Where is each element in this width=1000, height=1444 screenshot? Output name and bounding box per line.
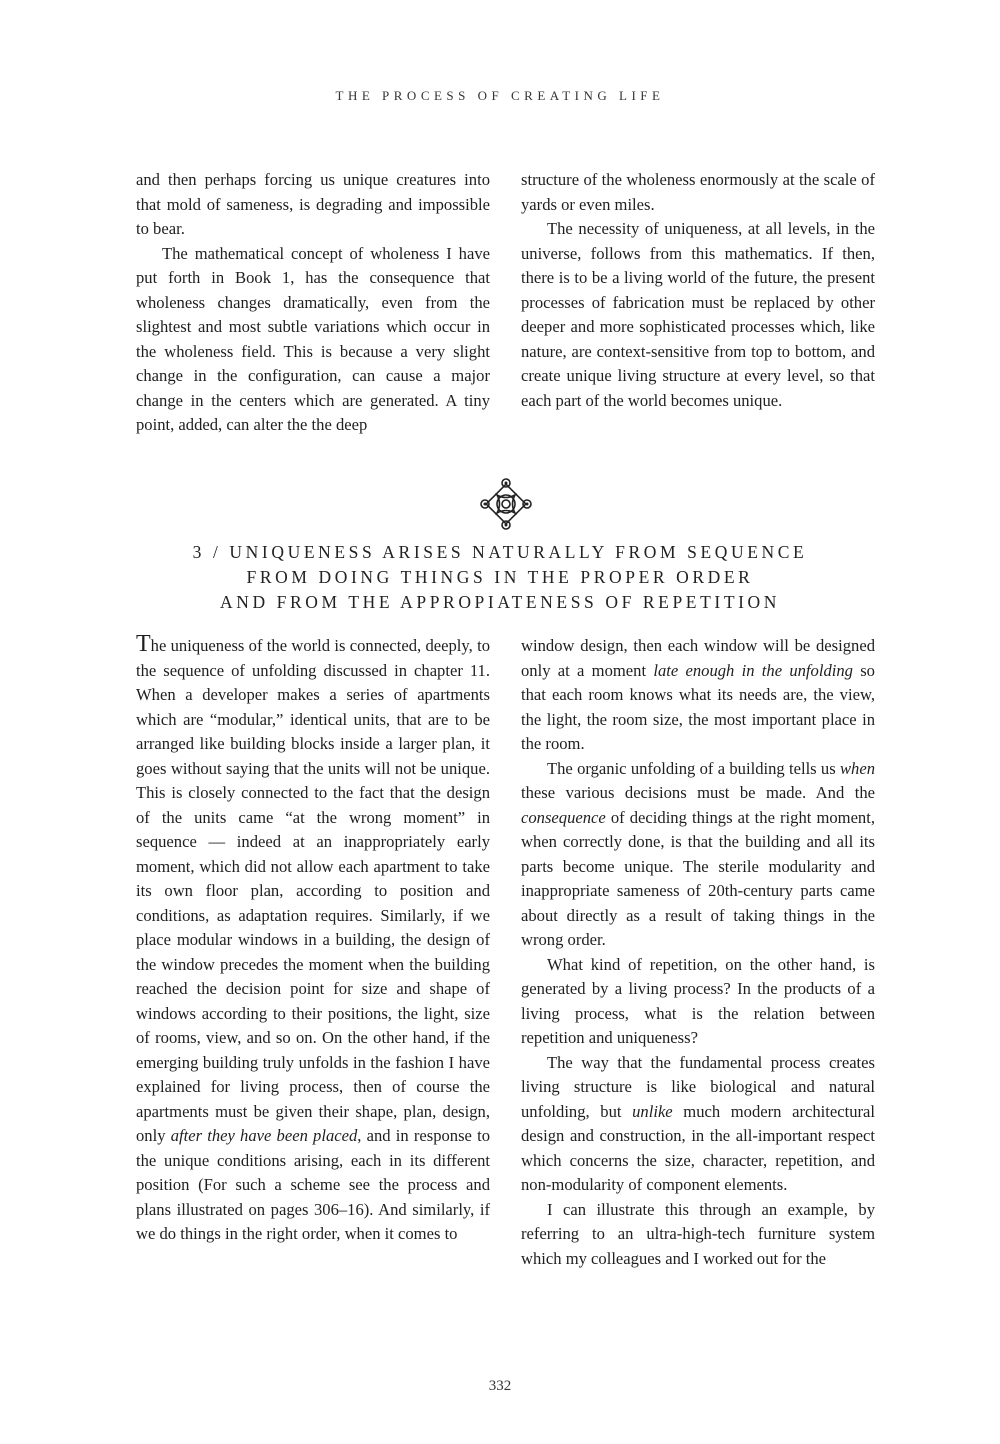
paragraph: The mathematical concept of wholeness I have put forth in Book 1, has the consequence that wholeness changes dramatically, even from the slightest and most subtle variations which occur in the wholeness field. This is because a very slight change in the configuration, can cause a major change in the centers which are generated. A tiny point, added, can alter the the deep	[136, 243, 490, 434]
text-run: he uniqueness of the world is connected, deeply, to the sequence of unfolding discussed in chapter 11. When a developer makes a series of apartments which are “modular,” identical units, that are to be arranged like building blocks inside a larger plan, it goes without saying that the units will not be unique. This is closely connected to the fact that the design of the units came “at the wrong moment” in sequence — indeed at an inappropriately early moment, which did not allow each apartment to take its own floor plan, according to position and conditions, as adaptation requires. Similarly, if we place modular windows in a building, the design of the window precedes the moment when the building reached the decision point for size and shape of windows according to their positions, the light, size of rooms, view, and so on. On the other hand, if the emerging building truly unfolds in the fashion I have explained for living process, then of course the apartments must be given their shape, plan, design, only	[136, 636, 490, 1145]
text-run: The way that the fundamental process creates living structure is like biological and natural unfolding, but	[521, 1052, 875, 1121]
section-heading-line: FROM DOING THINGS IN THE PROPER ORDER	[246, 567, 754, 587]
bottom-right-column	[521, 634, 875, 1271]
paragraph	[521, 1051, 875, 1198]
text-run: so that each room knows what its needs are, the view, the light, the room size, the most important place in the room.	[521, 660, 875, 753]
paragraph: and then perhaps forcing us unique creatures into that mold of sameness, is degrading and impossible to bear.	[136, 170, 490, 238]
text-run: of deciding things at the right moment, when correctly done, is that the building and all its parts become unique. The sterile modularity and inappropriate sameness of 20th-century parts came about directly as a result of taking things in the wrong order.	[521, 807, 875, 949]
bottom-left-column	[136, 631, 490, 1247]
page-number: 332	[488, 1378, 512, 1394]
emphasis: consequence	[521, 807, 606, 827]
drop-cap: T	[136, 631, 151, 657]
celtic-knot-ornament-icon	[478, 476, 534, 532]
section-heading-line: 3 / UNIQUENESS ARISES NATURALLY FROM SEQUENCE	[192, 542, 808, 562]
emphasis: unlike	[632, 1101, 673, 1121]
top-left-column	[136, 168, 490, 438]
paragraph	[136, 631, 490, 1247]
text-run: , and in response to the unique conditions arising, each in its different position (For such a scheme see the process and plans illustrated on pages 306–16). And similarly, if we do things in the right order, when it comes to	[136, 1126, 490, 1243]
emphasis: late enough in the unfolding	[653, 660, 853, 680]
text-run: The organic unfolding of a building tells us	[547, 758, 840, 778]
emphasis: when	[839, 758, 875, 778]
paragraph	[521, 634, 875, 757]
paragraph: What kind of repetition, on the other hand, is generated by a living process? In the products of a living process, what is the relation between repetition and uniqueness?	[521, 954, 875, 1047]
section-heading	[0, 540, 1000, 615]
running-head: THE PROCESS OF CREATING LIFE	[335, 88, 665, 103]
text-run: these various decisions must be made. And the	[521, 783, 875, 802]
top-right-column	[521, 168, 875, 413]
section-heading-line: AND FROM THE APPROPIATENESS OF REPETITION	[219, 592, 781, 612]
text-run: much modern architectural design and construction, in the all-important respect which concerns the size, character, repetition, and non-modularity of component elements.	[521, 1101, 875, 1194]
emphasis: after they have been placed	[170, 1126, 358, 1145]
paragraph: structure of the wholeness enormously at the scale of yards or even miles.	[521, 170, 875, 214]
paragraph: The necessity of uniqueness, at all levels, in the universe, follows from this mathematics. If then, there is to be a living world of the future, the present processes of fabrication must be replaced by other deeper and more sophisticated processes which, like nature, are context-sensitive from top to bottom, and create unique living structure at every level, so that each part of the world becomes unique.	[521, 219, 875, 410]
paragraph: I can illustrate this through an example, by referring to an ultra-high-tech furniture system which my colleagues and I worked out for the	[521, 1199, 875, 1268]
text-run: window design, then each window will be designed only at a moment	[521, 636, 875, 680]
paragraph	[521, 757, 875, 953]
